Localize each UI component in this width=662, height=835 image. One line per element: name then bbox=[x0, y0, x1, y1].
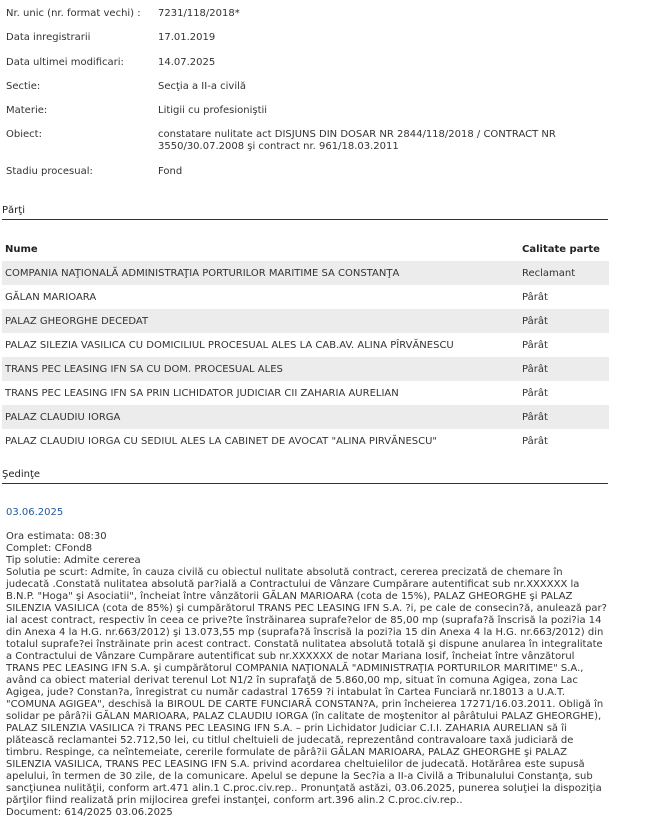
info-label: Data inregistrarii bbox=[6, 32, 91, 43]
table-row bbox=[2, 309, 609, 333]
party-name: GĂLAN MARIOARA bbox=[5, 291, 97, 303]
hearing-ora: Ora estimata: 08:30 bbox=[6, 531, 107, 542]
info-value: Secţia a II-a civilă bbox=[158, 81, 247, 92]
party-name: TRANS PEC LEASING IFN SA PRIN LICHIDATOR JUDICIAR CII ZAHARIA AURELIAN bbox=[5, 387, 399, 399]
party-role: Pârât bbox=[522, 315, 548, 327]
party-name: PALAZ CLAUDIU IORGA bbox=[5, 411, 121, 423]
info-row-data-inregistrarii bbox=[6, 32, 606, 57]
info-value: Fond bbox=[158, 166, 183, 177]
hearing-details bbox=[6, 531, 608, 819]
party-role: Reclamant bbox=[522, 267, 576, 279]
info-row-obiect bbox=[6, 129, 606, 166]
info-row-sectie bbox=[6, 81, 606, 105]
table-row bbox=[2, 261, 609, 285]
table-row bbox=[2, 429, 609, 453]
parties-table bbox=[2, 239, 609, 453]
header-role: Calitate parte bbox=[522, 243, 600, 255]
party-role: Pârât bbox=[522, 411, 548, 423]
info-label: Data ultimei modificari: bbox=[6, 57, 124, 68]
info-label: Stadiu procesual: bbox=[6, 166, 93, 177]
party-name: COMPANIA NAŢIONALĂ ADMINISTRAŢIA PORTURILOR MARITIME SA CONSTANŢA bbox=[5, 267, 400, 279]
hearing-date: 03.06.2025 bbox=[6, 507, 64, 518]
table-row bbox=[2, 357, 609, 381]
hearing-tip-solutie: Tip solutie: Admite cererea bbox=[6, 555, 141, 566]
hearing-document: Document: 614/2025 03.06.2025 bbox=[6, 807, 173, 818]
table-row bbox=[2, 381, 609, 405]
info-value: 14.07.2025 bbox=[158, 57, 216, 68]
info-value: 7231/118/2018* bbox=[158, 8, 240, 19]
info-value: 17.01.2019 bbox=[158, 32, 216, 43]
party-name: PALAZ CLAUDIU IORGA CU SEDIUL ALES LA CABINET DE AVOCAT "ALINA PIRVĂNESCU" bbox=[5, 435, 438, 447]
hearing-complet: Complet: CFond8 bbox=[6, 543, 93, 554]
parties-header-row bbox=[2, 239, 609, 259]
party-name: PALAZ GHEORGHE DECEDAT bbox=[5, 315, 149, 327]
table-row bbox=[2, 333, 609, 357]
info-value: Litigii cu profesioniştii bbox=[158, 105, 268, 116]
table-row bbox=[2, 285, 609, 309]
parties-section-title: Părţi bbox=[2, 205, 608, 220]
info-row-materie bbox=[6, 105, 606, 129]
header-name: Nume bbox=[5, 243, 38, 255]
party-name: TRANS PEC LEASING IFN SA CU DOM. PROCESUAL ALES bbox=[5, 363, 283, 375]
party-role: Pârât bbox=[522, 387, 548, 399]
info-row-data-modificari bbox=[6, 57, 606, 81]
info-label: Obiect: bbox=[6, 129, 42, 140]
party-name: PALAZ SILEZIA VASILICA CU DOMICILIUL PROCESUAL ALES LA CAB.AV. ALINA PÎRVĂNESCU bbox=[5, 339, 454, 351]
case-info-table bbox=[6, 8, 606, 190]
party-role: Pârât bbox=[522, 435, 548, 447]
table-row bbox=[2, 405, 609, 429]
hearing-solutie: Solutia pe scurt: Admite, în cauza civilă cu obiectul nulitate absolută contract, cererea precizată de chemare în judecată .Constată nulitatea absolută par?ială a Contractului de Vânzare Cumpărare autentificat sub nr.XXXXXX la B.N.P. "Hoga" şi Asociatii", încheiat între vânzătorii GĂLAN MARIOARA (cota de 15%), PALAZ GHEORGHE şi PALAZ SILENZIA VASILICA (cota de 85%) şi cumpărătorul TRANS PEC LEASING IFN S.A. ?i, pe cale de consecin?ă, anulează par?ial acest contract, respectiv în ceea ce prive?te înstrăinarea suprafe?elor de 85,00 mp (suprafa?ă înscrisă la pozi?ia 14 din Anexa 4 la H.G. nr.663/2012) şi 13.073,55 mp (suprafa?ă înscrisă la pozi?ia 15 din Anexa 4 la H.G. nr.663/2012) din totalul suprafe?ei înstrăinate prin acest contract. Constată nulitatea absolută totală şi dispune anularea în integralitate a Contractului de Vânzare Cumpărare autentificat sub nr.XXXXXX de notar Mariana Iosif, încheiat între vânzătorul TRANS PEC LEASING IFN S.A. şi cumpărătorul COMPANIA NAŢIONALĂ "ADMINISTRAŢIA PORTURILOR MARITIME" S.A., având ca obiect material derivat terenul Lot N1/2 în suprafaţă de 5.860,00 mp, situat în comuna Agigea, zona Lac Agigea, jude? Constan?a, înregistrat cu număr cadastral 17659 ?i intabulat în Cartea Funciară nr.18013 a U.A.T. "COMUNA AGIGEA", deschisă la BIROUL DE CARTE FUNCIARĂ CONSTAN?A, prin încheierea 17271/16.03.2011. Obligă în solidar pe pârâ?ii GĂLAN MARIOARA, PALAZ CLAUDIU IORGA (în calitate de moştenitor al pârâtului PALAZ GHEORGHE), PALAZ SILENZIA VASILICA ?i TRANS PEC LEASING IFN S.A. – prin Lichidator Judiciar C.I.I. ZAHARIA AURELIAN să îi plătească reclamantei 52.712,50 lei, cu titlul cheltuieli de judecată, reprezentând contravaloare taxă judiciară de timbru. Respinge, ca neîntemeiate, cererile formulate de pârâ?ii GĂLAN MARIOARA, PALAZ GHEORGHE şi PALAZ SILENZIA VASILICA, TRANS PEC LEASING IFN S.A. privind acordarea cheltuielilor de judecată. Hotărârea este supusă apelului, în termen de 30 zile, de la comunicare. Apelul se depune la Sec?ia a II-a Civilă a Tribunalului Constanţa, sub sancţiunea nulităţii, conform art.471 alin.1 C.proc.civ.rep.. Pronunţată astăzi, 03.06.2025, punerea soluţiei la dispoziţia părţilor fiind realizată prin mijlocirea grefei instanţei, conform art.396 alin.2 C.proc.civ.rep.. bbox=[6, 567, 607, 806]
info-row-stadiu bbox=[6, 166, 606, 190]
party-role: Pârât bbox=[522, 339, 548, 351]
info-label: Materie: bbox=[6, 105, 48, 116]
info-label: Sectie: bbox=[6, 81, 41, 92]
hearings-section-title: Şedinţe bbox=[2, 469, 608, 484]
party-role: Pârât bbox=[522, 363, 548, 375]
info-row-nr-unic bbox=[6, 8, 606, 32]
party-role: Pârât bbox=[522, 291, 548, 303]
info-label: Nr. unic (nr. format vechi) : bbox=[6, 8, 141, 19]
info-value: constatare nulitate act DISJUNS DIN DOSAR NR 2844/118/2018 / CONTRACT NR 3550/30.07.2008 şi contract nr. 961/18.03.2011 bbox=[158, 129, 556, 152]
